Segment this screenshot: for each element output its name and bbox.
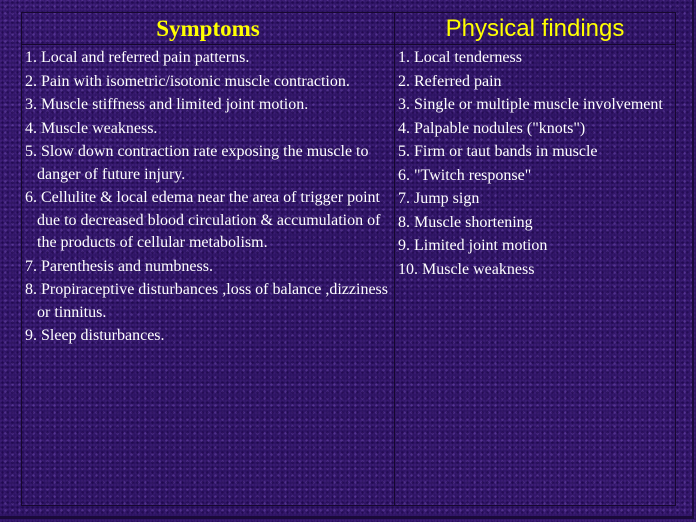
list-item: 7. Parenthesis and numbness. [25,257,213,275]
physical-findings-heading: Physical findings [395,13,676,45]
symptoms-heading: Symptoms [22,13,395,45]
list-item: 8. Propiraceptive disturbances ,loss of balance ,dizziness or tinnitus. [25,281,388,321]
table-body-row [22,45,676,506]
list-item: 8. Muscle shortening [398,213,533,231]
list-item: 1. Local and referred pain patterns. [25,49,250,66]
symptoms-list [22,45,394,348]
list-item: 1. Local tenderness [398,49,522,66]
list-item: 2. Referred pain [398,72,502,90]
list-item: 6. "Twitch response" [398,166,532,184]
list-item: 7. Jump sign [398,190,480,207]
list-item: 3. Muscle stiffness and limited joint motion. [25,96,309,113]
list-item: 9. Limited joint motion [398,237,548,254]
list-item: 5. Firm or taut bands in muscle [398,143,598,160]
list-item: 2. Pain with isometric/isotonic muscle contraction. [25,72,350,90]
list-item: 6. Cellulite & local edema near the area of trigger point due to decreased blood circulation & accumulation of the products of cellular metabolism. [25,189,381,251]
list-item: 10. Muscle weakness [398,260,535,278]
physical-findings-list [395,45,675,281]
list-item: 4. Palpable nodules ("knots") [398,119,586,137]
comparison-table [21,12,676,506]
physical-findings-cell [395,45,676,506]
list-item: 3. Single or multiple muscle involvement [398,96,663,113]
symptoms-cell [22,45,395,506]
table-header-row [22,13,676,45]
list-item: 5. Slow down contraction rate exposing the muscle to danger of future injury. [25,143,369,183]
list-item: 9. Sleep disturbances. [25,327,165,344]
list-item: 4. Muscle weakness. [25,119,158,137]
